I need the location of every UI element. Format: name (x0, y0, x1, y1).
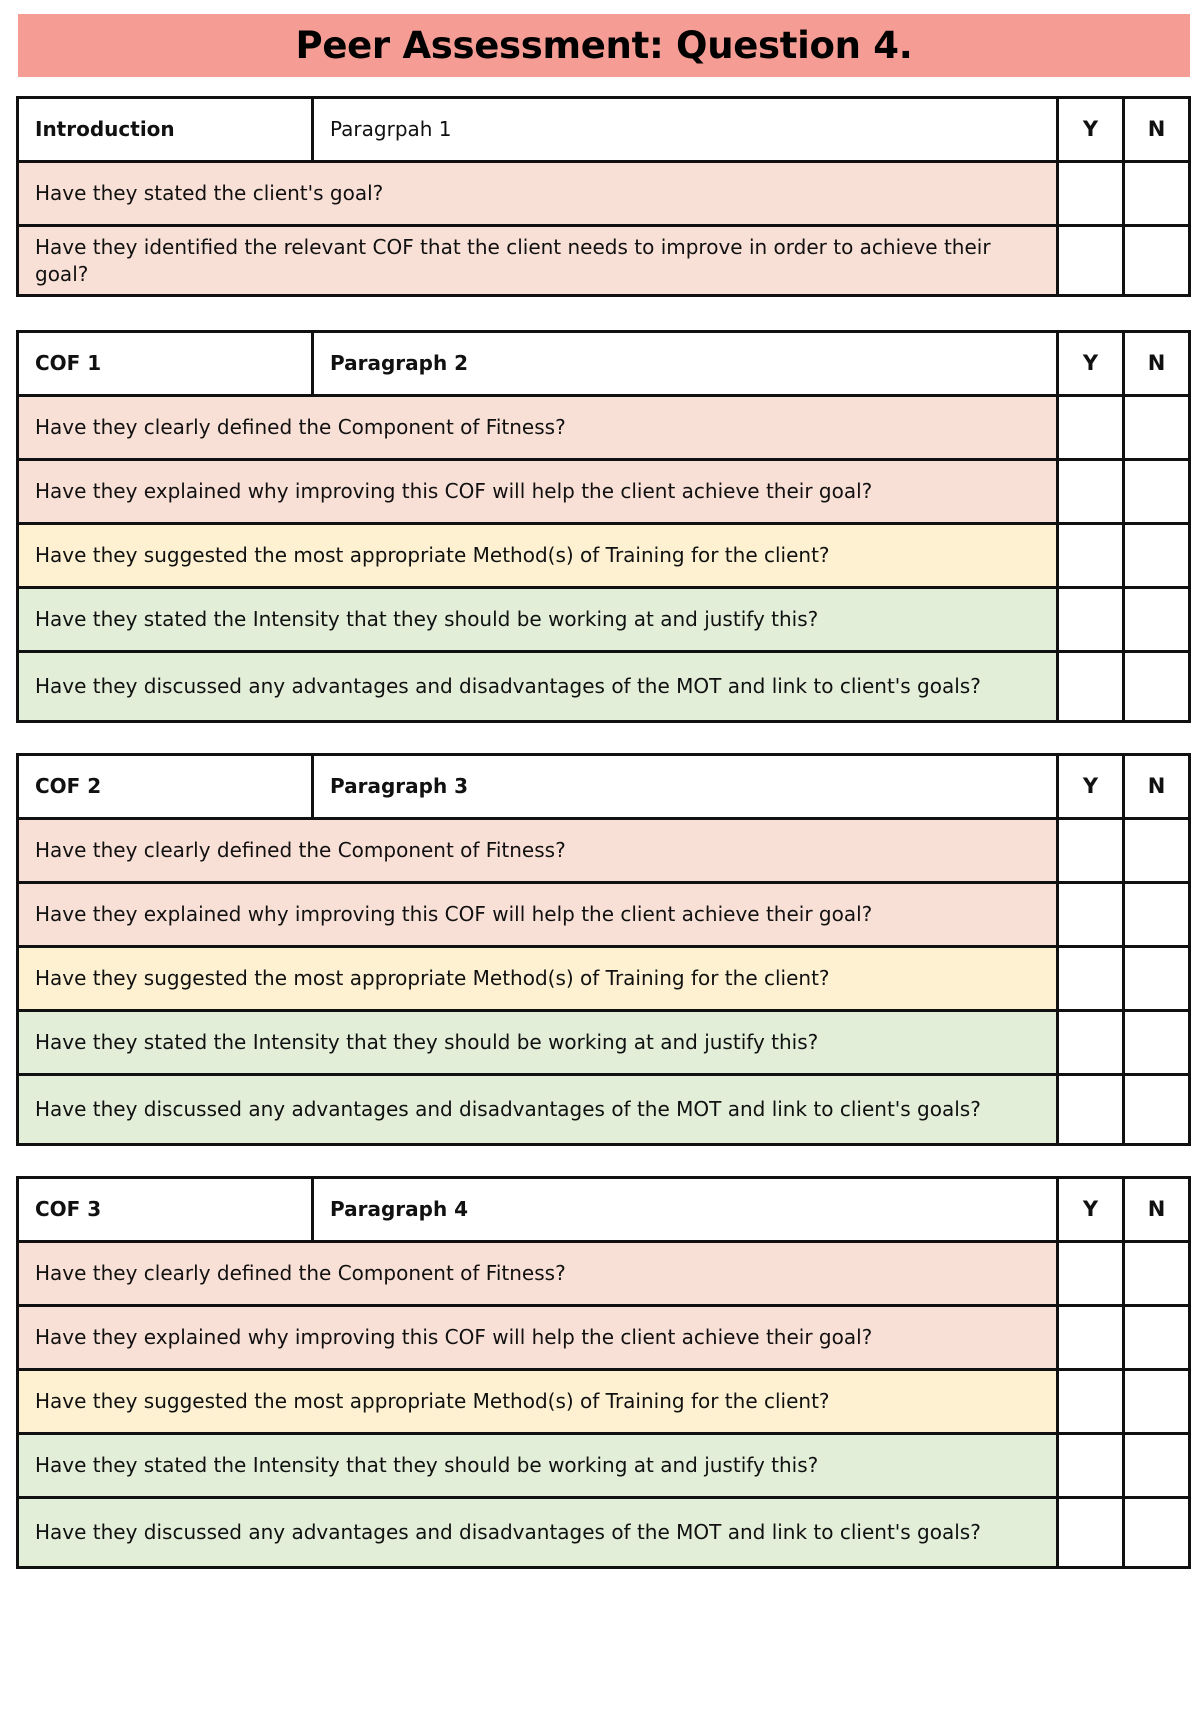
no-checkbox-cell[interactable] (1124, 1434, 1190, 1498)
page-title: Peer Assessment: Question 4. (295, 24, 913, 67)
no-checkbox-cell[interactable] (1124, 819, 1190, 883)
yes-checkbox-cell[interactable] (1058, 819, 1124, 883)
question-row (18, 226, 1190, 296)
yes-column-header: Y (1058, 332, 1124, 396)
no-checkbox-cell[interactable] (1124, 1498, 1190, 1568)
yes-column-header: Y (1058, 1178, 1124, 1242)
no-checkbox-cell[interactable] (1124, 1370, 1190, 1434)
yes-checkbox-cell[interactable] (1058, 883, 1124, 947)
section-cof-3 (16, 1176, 1191, 1569)
yes-checkbox-cell[interactable] (1058, 524, 1124, 588)
question-row (18, 1306, 1190, 1370)
paragraph-label: Paragraph 3 (313, 755, 1058, 819)
yes-checkbox-cell[interactable] (1058, 226, 1124, 296)
no-checkbox-cell[interactable] (1124, 1075, 1190, 1145)
question-text: Have they clearly defined the Component of Fitness? (18, 396, 1058, 460)
section-header-row (18, 98, 1190, 162)
question-row (18, 396, 1190, 460)
question-row (18, 819, 1190, 883)
question-row (18, 588, 1190, 652)
yes-checkbox-cell[interactable] (1058, 1498, 1124, 1568)
section-header-row (18, 332, 1190, 396)
yes-column-header: Y (1058, 98, 1124, 162)
yes-checkbox-cell[interactable] (1058, 947, 1124, 1011)
question-row (18, 1434, 1190, 1498)
question-row (18, 1370, 1190, 1434)
question-row (18, 1011, 1190, 1075)
yes-checkbox-cell[interactable] (1058, 1434, 1124, 1498)
question-text: Have they clearly defined the Component of Fitness? (18, 819, 1058, 883)
yes-checkbox-cell[interactable] (1058, 1075, 1124, 1145)
no-checkbox-cell[interactable] (1124, 883, 1190, 947)
yes-checkbox-cell[interactable] (1058, 1011, 1124, 1075)
question-row (18, 460, 1190, 524)
question-text: Have they clearly defined the Component of Fitness? (18, 1242, 1058, 1306)
section-header-row (18, 755, 1190, 819)
title-banner (18, 14, 1190, 77)
section-label: COF 1 (18, 332, 313, 396)
question-row (18, 1498, 1190, 1568)
question-row (18, 1242, 1190, 1306)
section-label: COF 3 (18, 1178, 313, 1242)
section-header-row (18, 1178, 1190, 1242)
no-checkbox-cell[interactable] (1124, 524, 1190, 588)
question-text: Have they stated the Intensity that they should be working at and justify this? (18, 1011, 1058, 1075)
no-column-header: N (1124, 755, 1190, 819)
yes-checkbox-cell[interactable] (1058, 1242, 1124, 1306)
no-checkbox-cell[interactable] (1124, 396, 1190, 460)
section-cof-1 (16, 330, 1191, 723)
question-text: Have they stated the Intensity that they should be working at and justify this? (18, 1434, 1058, 1498)
yes-checkbox-cell[interactable] (1058, 1306, 1124, 1370)
no-checkbox-cell[interactable] (1124, 947, 1190, 1011)
no-checkbox-cell[interactable] (1124, 460, 1190, 524)
question-text: Have they explained why improving this COF will help the client achieve their goal? (18, 1306, 1058, 1370)
no-column-header: N (1124, 332, 1190, 396)
section-introduction (16, 96, 1191, 297)
yes-checkbox-cell[interactable] (1058, 588, 1124, 652)
paragraph-label: Paragraph 4 (313, 1178, 1058, 1242)
question-text: Have they stated the Intensity that they should be working at and justify this? (18, 588, 1058, 652)
question-text: Have they explained why improving this COF will help the client achieve their goal? (18, 883, 1058, 947)
question-row (18, 162, 1190, 226)
no-checkbox-cell[interactable] (1124, 1242, 1190, 1306)
yes-checkbox-cell[interactable] (1058, 1370, 1124, 1434)
no-column-header: N (1124, 1178, 1190, 1242)
question-text: Have they stated the client's goal? (18, 162, 1058, 226)
paragraph-label: Paragrpah 1 (313, 98, 1058, 162)
no-checkbox-cell[interactable] (1124, 226, 1190, 296)
yes-checkbox-cell[interactable] (1058, 396, 1124, 460)
question-text: Have they discussed any advantages and disadvantages of the MOT and link to client's goals? (18, 1075, 1058, 1145)
no-checkbox-cell[interactable] (1124, 588, 1190, 652)
no-checkbox-cell[interactable] (1124, 1306, 1190, 1370)
yes-column-header: Y (1058, 755, 1124, 819)
question-row (18, 947, 1190, 1011)
question-text: Have they suggested the most appropriate Method(s) of Training for the client? (18, 524, 1058, 588)
section-label: COF 2 (18, 755, 313, 819)
yes-checkbox-cell[interactable] (1058, 460, 1124, 524)
paragraph-label: Paragraph 2 (313, 332, 1058, 396)
question-text: Have they explained why improving this COF will help the client achieve their goal? (18, 460, 1058, 524)
no-column-header: N (1124, 98, 1190, 162)
section-label: Introduction (18, 98, 313, 162)
no-checkbox-cell[interactable] (1124, 1011, 1190, 1075)
question-text: Have they suggested the most appropriate Method(s) of Training for the client? (18, 947, 1058, 1011)
question-row (18, 1075, 1190, 1145)
question-row (18, 883, 1190, 947)
question-text: Have they identified the relevant COF that the client needs to improve in order to achieve their goal? (18, 226, 1058, 296)
question-text: Have they suggested the most appropriate Method(s) of Training for the client? (18, 1370, 1058, 1434)
question-text: Have they discussed any advantages and disadvantages of the MOT and link to client's goals? (18, 652, 1058, 722)
section-cof-2 (16, 753, 1191, 1146)
no-checkbox-cell[interactable] (1124, 162, 1190, 226)
no-checkbox-cell[interactable] (1124, 652, 1190, 722)
yes-checkbox-cell[interactable] (1058, 652, 1124, 722)
question-row (18, 652, 1190, 722)
question-text: Have they discussed any advantages and disadvantages of the MOT and link to client's goals? (18, 1498, 1058, 1568)
question-row (18, 524, 1190, 588)
yes-checkbox-cell[interactable] (1058, 162, 1124, 226)
